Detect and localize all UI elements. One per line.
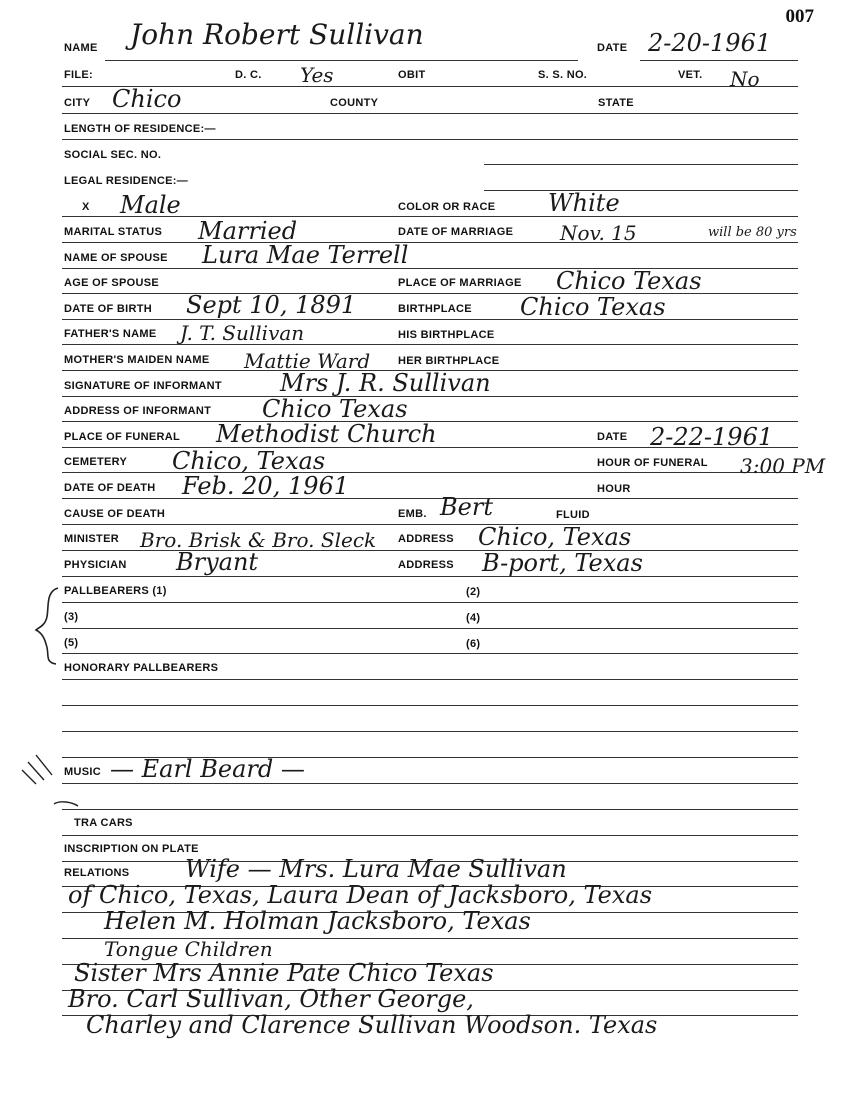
place-funeral-label: PLACE OF FUNERAL: [64, 431, 181, 443]
hour-funeral-value: 3:00 PM: [740, 454, 826, 478]
state-label: STATE: [598, 97, 634, 109]
record-date: 2-20-1961: [648, 29, 772, 57]
pallbearer-5-label: (5): [64, 637, 79, 649]
date-death-label: DATE OF DEATH: [64, 482, 156, 494]
emb-label: EMB.: [398, 508, 427, 520]
pallbearer-6-label: (6): [466, 638, 481, 650]
addr-informant-value: Chico Texas: [262, 395, 408, 423]
physician-label: PHYSICIAN: [64, 559, 127, 571]
length-residence-label: LENGTH OF RESIDENCE:—: [64, 123, 216, 135]
vet-label: VET.: [678, 69, 703, 81]
minister-value: Bro. Brisk & Bro. Sleck: [140, 528, 377, 552]
date-label: DATE: [597, 42, 628, 54]
sex-label: X: [82, 201, 90, 213]
name-label: NAME: [64, 42, 98, 54]
date-death-value: Feb. 20, 1961: [182, 472, 350, 500]
city-label: CITY: [64, 97, 91, 109]
father-label: FATHER'S NAME: [64, 328, 157, 340]
color-race-value: White: [548, 189, 620, 217]
physician-address-label: ADDRESS: [398, 559, 454, 571]
social-sec-label: SOCIAL SEC. NO.: [64, 149, 162, 161]
relations-line-4: Tongue Children: [104, 937, 273, 961]
pallbearer-3-label: (3): [64, 611, 79, 623]
funeral-date-label: DATE: [597, 431, 628, 443]
music-value: — Earl Beard —: [110, 755, 305, 783]
relations-line-2: of Chico, Texas, Laura Dean of Jacksboro, Texas: [68, 881, 653, 909]
mother-value: Mattie Ward: [244, 349, 371, 373]
birthplace-value: Chico Texas: [520, 293, 666, 321]
cemetery-label: CEMETERY: [64, 456, 128, 468]
physician-value: Bryant: [176, 548, 259, 576]
mother-label: MOTHER'S MAIDEN NAME: [64, 354, 210, 366]
place-marriage-label: PLACE OF MARRIAGE: [398, 277, 522, 289]
pallbearer-2-label: (2): [466, 586, 481, 598]
father-value: J. T. Sullivan: [180, 321, 305, 345]
place-funeral-value: Methodist Church: [216, 420, 437, 448]
extra-cars-label: TRA CARS: [74, 817, 133, 829]
dc-label: D. C.: [235, 69, 262, 81]
legal-residence-label: LEGAL RESIDENCE:—: [64, 175, 189, 187]
relations-line-5: Sister Mrs Annie Pate Chico Texas: [74, 959, 494, 987]
minister-address-value: Chico, Texas: [478, 523, 632, 551]
hour-label: HOUR: [597, 483, 631, 495]
obit-label: OBIT: [398, 69, 426, 81]
pallbearers-label: PALLBEARERS (1): [64, 585, 167, 597]
minister-label: MINISTER: [64, 533, 119, 545]
inscription-label: INSCRIPTION ON PLATE: [64, 843, 199, 855]
spouse-label: NAME OF SPOUSE: [64, 252, 168, 264]
dob-value: Sept 10, 1891: [186, 291, 357, 319]
fluid-label: FLUID: [556, 509, 590, 521]
date-marriage-label: DATE OF MARRIAGE: [398, 226, 514, 238]
sig-informant-value: Mrs J. R. Sullivan: [280, 369, 491, 397]
funeral-date-value: 2-22-1961: [650, 423, 774, 451]
marital-status-value: Married: [198, 217, 298, 245]
cause-death-label: CAUSE OF DEATH: [64, 508, 166, 520]
color-race-label: COLOR OR RACE: [398, 201, 496, 213]
physician-address-value: B-port, Texas: [482, 549, 643, 577]
pallbearer-brace: [36, 588, 58, 664]
music-check-marks: [22, 755, 52, 784]
his-birthplace-label: HIS BIRTHPLACE: [398, 329, 495, 341]
honorary-pallbearers-label: HONORARY PALLBEARERS: [64, 662, 219, 674]
hour-funeral-label: HOUR OF FUNERAL: [597, 457, 708, 469]
relations-line-3: Helen M. Holman Jacksboro, Texas: [104, 907, 531, 935]
music-label: MUSIC: [64, 766, 101, 778]
her-birthplace-label: HER BIRTHPLACE: [398, 355, 500, 367]
relations-line-7: Charley and Clarence Sullivan Woodson. Texas: [86, 1011, 658, 1039]
age-spouse-label: AGE OF SPOUSE: [64, 277, 159, 289]
relations-line-1: Wife — Mrs. Lura Mae Sullivan: [185, 855, 567, 883]
relations-line-6: Bro. Carl Sullivan, Other George,: [68, 985, 474, 1013]
place-marriage-value: Chico Texas: [556, 267, 702, 295]
emb-value: Bert: [440, 493, 493, 521]
ssno-label: S. S. NO.: [538, 69, 588, 81]
relations-label: RELATIONS: [64, 867, 130, 879]
pallbearer-4-label: (4): [466, 612, 481, 624]
sex-value: Male: [120, 191, 181, 219]
marital-status-label: MARITAL STATUS: [64, 226, 163, 238]
date-marriage-value: Nov. 15: [560, 221, 637, 245]
dob-label: DATE OF BIRTH: [64, 303, 153, 315]
file-label: FILE:: [64, 69, 93, 81]
decedent-name: John Robert Sullivan: [130, 18, 424, 51]
extra-cars-mark: [54, 802, 78, 806]
addr-informant-label: ADDRESS OF INFORMANT: [64, 405, 212, 417]
city-value: Chico: [112, 85, 182, 113]
birthplace-label: BIRTHPLACE: [398, 303, 472, 315]
county-label: COUNTY: [330, 97, 379, 109]
dc-value: Yes: [300, 63, 334, 87]
cemetery-value: Chico, Texas: [172, 447, 326, 475]
vet-value: No: [730, 67, 760, 91]
page-number: 007: [785, 6, 814, 27]
marriage-note: will be 80 yrs: [708, 225, 797, 240]
minister-address-label: ADDRESS: [398, 533, 454, 545]
sig-informant-label: SIGNATURE OF INFORMANT: [64, 380, 222, 392]
spouse-value: Lura Mae Terrell: [202, 241, 409, 269]
